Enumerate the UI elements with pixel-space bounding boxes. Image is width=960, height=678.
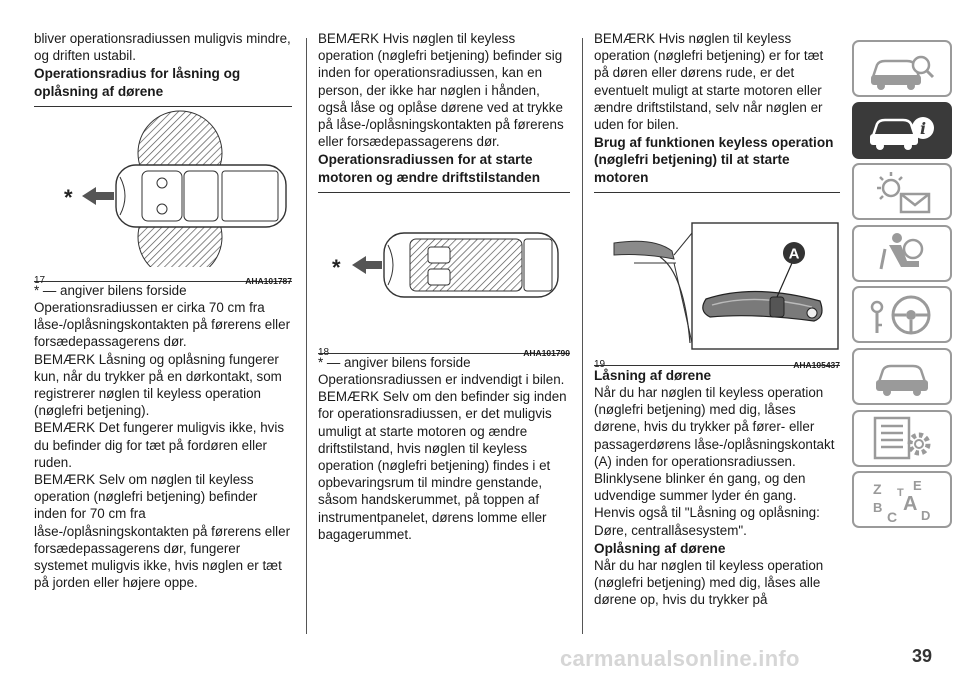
chapter-tabs: [852, 40, 952, 533]
tab-car-info[interactable]: [852, 102, 952, 159]
paragraph-2: Når du har nøglen til keyless operation (nøglefri betjening) med dig, låses dørene, hvis du trykker på fører- eller passagerdørens låse-/oplåsningskontakt (A) inden for operationsradiussen.: [594, 385, 835, 469]
car-magnifier-icon: [867, 45, 937, 93]
figure-18: [318, 192, 570, 358]
tab-safety[interactable]: [852, 225, 952, 282]
car-breakdown-icon: [867, 352, 937, 400]
svg-text:i: i: [919, 119, 927, 139]
car-info-icon: [867, 106, 937, 154]
tab-warning-lights[interactable]: [852, 163, 952, 220]
intro-text: bliver operationsradiussen muligvis mindre, og driften ustabil.: [34, 31, 291, 64]
maintenance-list-gear-icon: [867, 414, 937, 462]
paragraph-3: BEMÆRK Selv om den befinder sig inden for operationsradiussen, er det muligvis umuligt at starte motoren og ændre driftstilstand, hvis nøglen til keyless operation (nøglefri betjening) findes i et opbevaringsrum til mindre genstande, såsom handskerummet, på toppen af instrumentpanelet, dørens lomme eller bagagerummet.: [318, 389, 567, 542]
operation-radius-interior-diagram: [318, 193, 570, 339]
paragraph-4: Henvis også til "Låsning og oplåsning: Døre, centrallåsesystem".: [594, 505, 820, 538]
index-letter: T: [897, 486, 904, 499]
alphabet-index-icon: [867, 476, 937, 524]
figure-legend: * — angiver bilens forside: [34, 282, 187, 298]
figure-number: 17: [34, 274, 46, 286]
figure-code: AHA101790: [523, 347, 570, 358]
index-letter: A: [903, 492, 918, 515]
warning-light-message-icon: [867, 168, 937, 216]
paragraph-1: BEMÆRK Hvis nøglen til keyless operation (nøglefri betjening) befinder sig inden for operationsradiussen, kan en person, der ikke har nøglen i hånden, også låse og oplåse dørene ved at trykke på låse-/oplåsningskontakten på førerens eller forsædepassagerens dør.: [318, 31, 564, 150]
door-handle-switch-diagram: [594, 193, 840, 351]
lock-unlock-switch: [770, 297, 784, 317]
figure-number: 19: [594, 358, 606, 370]
figure-code: AHA101787: [245, 275, 292, 286]
paragraph-5: Når du har nøglen til keyless operation (nøglefri betjening) med dig, låses alle dørene op, hvis du trykker på: [594, 558, 824, 608]
section-heading-locking: Låsning af dørene: [594, 367, 712, 383]
operation-radius-door-diagram: [34, 107, 292, 267]
figure-number: 18: [318, 346, 330, 358]
callout-a-label: A: [788, 245, 800, 263]
figure-caption: [34, 272, 292, 286]
figure-17: [34, 106, 292, 286]
tab-emergency[interactable]: [852, 348, 952, 405]
paragraph-1: Operationsradiussen er cirka 70 cm fra låse-/oplåsningskontakten på førerens eller forsædepassagerens dør.: [34, 300, 291, 350]
paragraph-3: BEMÆRK Det fungerer muligvis ikke, hvis du befinder dig for tæt på fordøren eller ruden.: [34, 420, 285, 470]
page-number: 39: [912, 646, 933, 666]
key-steering-wheel-icon: [867, 291, 937, 339]
airbag-seat-icon: [867, 229, 937, 277]
figure-code: AHA105437: [793, 359, 840, 370]
index-letter: D: [921, 507, 931, 523]
tab-index[interactable]: [852, 471, 952, 528]
section-heading-start-radius: Operationsradiussen for at starte motoren og ændre driftstilstanden: [318, 152, 541, 185]
figure-caption: [318, 344, 570, 358]
front-direction-arrow: [352, 256, 382, 274]
car-top-view: [384, 233, 558, 297]
paragraph-4: BEMÆRK Selv om nøglen til keyless operation (nøglefri betjening) befinder inden for 70 cm fra låse-/oplåsningskontakten på førerens eller forsædepassagerens dør, fungerer systemet muligvis ikke, hvis nøglen er tæt på jorden eller højere oppe.: [34, 472, 291, 591]
tab-car-overview[interactable]: [852, 40, 952, 97]
index-letter: Z: [873, 480, 882, 497]
tab-maintenance[interactable]: [852, 410, 952, 467]
index-letter: C: [887, 508, 898, 524]
figure-19: [594, 192, 840, 370]
section-heading-unlocking: Oplåsning af dørene: [594, 540, 726, 556]
paragraph-1: BEMÆRK Hvis nøglen til keyless operation (nøglefri betjening) er for tæt på døren eller dørens rude, er det eventuelt muligt at starte motoren eller ændre driftstilstand, selv når nøglen er uden for bilen.: [594, 31, 824, 133]
section-heading-keyless-start: Brug af funktionen keyless operation (nøglefri betjening) til at starte motoren: [594, 135, 834, 185]
front-direction-arrow: [82, 187, 114, 205]
paragraph-2: Operationsradiussen er indvendigt i bilen.: [318, 372, 565, 388]
detail-inset: [692, 223, 838, 349]
paragraph-3: Blinklysene blinker én gang, og den udvendige summer lyder én gang.: [594, 471, 806, 504]
car-top-view: [116, 165, 286, 227]
tab-starting-driving[interactable]: [852, 286, 952, 343]
column-2: [318, 30, 570, 543]
column-divider: [306, 38, 307, 634]
section-heading-lock-radius: Operationsradius for låsning og oplåsning af dørene: [34, 66, 241, 99]
interior-radius-zone: [410, 239, 522, 291]
figure-caption: [594, 356, 840, 370]
key-cylinder: [807, 308, 817, 318]
column-divider: [582, 38, 583, 634]
index-letter: B: [873, 499, 883, 515]
figure-legend: * — angiver bilens forside: [318, 354, 471, 370]
column-3: [594, 30, 840, 609]
front-star-marker: *: [64, 184, 73, 210]
front-star-marker: *: [332, 254, 341, 280]
paragraph-2: BEMÆRK Låsning og oplåsning fungerer kun, når du trykker på en dørkontakt, som registrerer nøglen til keyless operation (nøglefri betjening).: [34, 351, 282, 419]
watermark: carmanualsonline.info: [560, 646, 800, 671]
column-1: [34, 30, 292, 591]
index-letter: E: [913, 477, 922, 493]
